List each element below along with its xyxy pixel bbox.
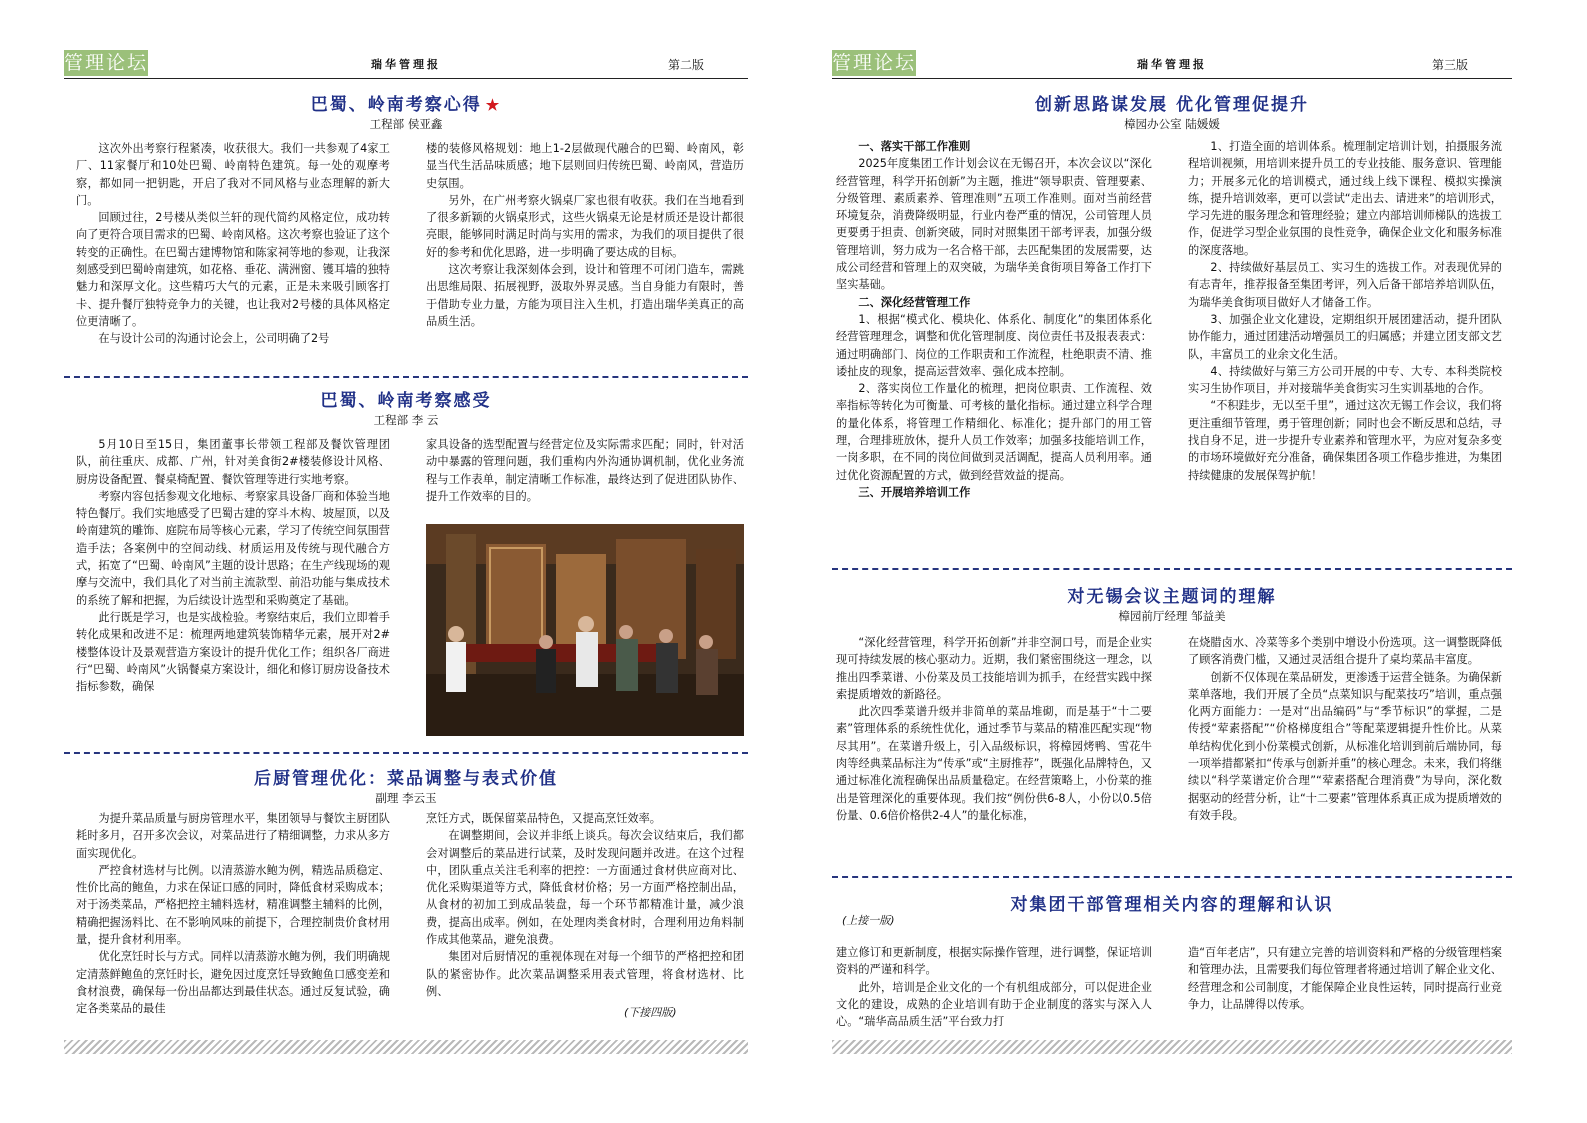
article-author: 工程部 侯亚鑫 <box>369 117 443 131</box>
paragraph: 此次四季菜谱升级并非简单的菜品堆砌，而是基于“十二要素”管理体系的系统性优化，通过季节与菜品的精准匹配实现“物尽其用”。在菜谱升级上，引入品级标识，将樟园烤鸭、雪花牛肉等经典菜品标注为“传承”或“主厨推荐”，既强化品牌特色，又通过标准化流程确保出品质量稳定。在经营策略上，小份菜的推出是管理深化的重要体现。我们按“例份供6-8人，小份以0.5倍份量、0.6倍价格供2-4人”的量化标准， <box>836 705 1152 822</box>
paragraph: 烹饪方式，既保留菜品特色，又提高烹饪效率。 <box>426 812 661 825</box>
paragraph: 优化烹饪时长与方式。同样以清蒸游水鲍为例，我们明确规定清蒸鲜鲍鱼的烹饪时长，避免因过度烹饪导致鲍鱼口感变差和食材浪费，确保每一份出品都达到最佳状态。通过反复试验，确定各类菜品的最佳 <box>76 950 390 1016</box>
article-column <box>1188 944 1502 1036</box>
article-author: 副理 李云玉 <box>375 791 437 805</box>
page-header <box>832 48 1512 79</box>
paragraph: 1、根据“模式化、模块化、体系化、制度化”的集团体系化经营管理理念，调整和优化管理制度、岗位责任书及报表表式：通过明确部门、岗位的工作职责和工作流程，杜绝职责不清、推诿扯皮的现象，提高运营效率、强化成本控制。 <box>836 312 1152 378</box>
continued-note: (下接四版) <box>624 1006 677 1019</box>
section-tag: 管理论坛 <box>64 52 149 74</box>
paragraph: 在与设计公司的沟通讨论会上，公司明确了2号 <box>98 332 330 346</box>
article-author: 樟园办公室 陆媛媛 <box>1124 117 1220 131</box>
article-column <box>836 634 1152 868</box>
paragraph: 2、落实岗位工作量化的梳理，把岗位职责、工作流程、效率指标等转化为可衡量、可考核的量化指标。通过建立科学合理的量化体系，将管理工作精细化、标准化；提升部门的用工管理，合理排班放休，提升人员工作效率；加强多技能培训工作，一岗多职，在不同的岗位间做到灵活调配，提高人员利用率。通过优化资源配置的方式，做到经营效益的提高。 <box>836 382 1152 482</box>
newspaper-name: 瑞华管理报 <box>371 58 441 71</box>
article-column <box>76 810 390 1036</box>
paragraph: 为提升菜品质量与厨房管理水平，集团领导与餐饮主厨团队耗时多月，召开多次会议，对菜品进行了精细调整，力求从多方面实现优化。 <box>76 812 390 860</box>
article-author: 樟园前厅经理 邹益美 <box>1118 609 1226 623</box>
paragraph: 考察内容包括参观文化地标、考察家具设备厂商和体验当地特色餐厅。我们实地感受了巴蜀古建的穿斗木构、坡屋顶，以及岭南建筑的雕饰、庭院布局等核心元素，学习了传统空间氛围营造手法；各案例中的空间动线、材质运用及传统与现代融合方式，拓宽了“巴蜀、岭南风”主题的设计思路；在生产线现场的观摩与交流中，我们具化了对当前主流款型、前沿功能与集成技术的系统了解和把握，为后续设计选型和采购奠定了基础。 <box>76 489 390 607</box>
paragraph: 创新不仅体现在菜品研发，更渗透于运营全链条。为确保新菜单落地，我们开展了全员“点菜知识与配菜技巧”培训，重点强化两方面能力：一是对“出品编码”与“季节标识”的掌握，二是传授“荤素搭配”“价格梯度组合”等配菜逻辑提升性价比。从菜单结构优化到小份菜模式创新，从标准化培训到前后端协同，每一项举措都紧扣“传承与创新并重”的核心理念。未来，我们将继续以“科学菜谱定价合理”“荤素搭配合理消费”为导向，深化数据驱动的经营分析，让“十二要素”管理体系真正成为提质增效的有效手段。 <box>1188 670 1502 822</box>
article-column <box>1188 138 1502 558</box>
star-icon: ★ <box>485 96 502 114</box>
paragraph: “深化经营管理，科学开拓创新”并非空洞口号，而是企业实现可持续发展的核心驱动力。近期，我们紧密围绕这一理念，以推出四季菜谱、小份菜及员工技能培训为抓手，在经营实践中探索提质增效的新路径。 <box>836 636 1152 701</box>
paragraph: 回顾过往，2号楼从类似兰轩的现代简约风格定位，成功转向了更符合项目需求的巴蜀、岭南风格。这次考察也验证了这个转变的正确性。在巴蜀古建博物馆和陈家祠等地的参观，让我深刻感受到巴蜀岭南建筑，如花格、垂花、满洲窗、镬耳墙的独特魅力和深厚文化。这些精巧大气的元素，正是未来吸引顾客打卡、提升餐厅独特竞争力的关键，也让我对2号楼的具体风格定位更清晰了。 <box>76 211 390 328</box>
section-heading: 二、深化经营管理工作 <box>858 295 971 309</box>
article-title: 对无锡会议主题词的理解 <box>1067 587 1277 607</box>
article-title: 对集团干部管理相关内容的理解和认识 <box>1010 895 1334 915</box>
article-author: 工程部 李 云 <box>373 413 439 427</box>
paragraph: 楼的装修风格规划：地上1-2层做现代融合的巴蜀、岭南风，彰显当代生活品味质感；地下层则回归传统巴蜀、岭南风，营造历史氛围。 <box>426 142 744 190</box>
article-column <box>76 140 390 368</box>
edition-number: 第二版 <box>667 58 704 72</box>
section-heading: 三、开展培养培训工作 <box>858 485 971 499</box>
paragraph: 3、加强企业文化建设，定期组织开展团建活动，提升团队协作能力，通过团建活动增强员工的归属感；并建立团支部文艺队，丰富员工的业余文化生活。 <box>1188 312 1502 361</box>
footer-pattern <box>64 1040 748 1054</box>
article-column <box>836 944 1152 1036</box>
paragraph: 这次考察让我深刻体会到，设计和管理不可闭门造车，需跳出思维局限、拓展视野，汲取外界灵感。当自身能力有限时，善于借助专业力量，方能为项目注入生机，打造出瑞华美真正的高品质生活。 <box>426 263 744 328</box>
paragraph: 建立修订和更新制度，根据实际操作管理，进行调整，保证培训资料的严谨和科学。 <box>836 946 1152 977</box>
edition-number: 第三版 <box>1431 58 1468 72</box>
paragraph: 家具设备的选型配置与经营定位及实际需求匹配；同时，针对活动中暴露的管理问题，我们重构内外沟通协调机制，优化业务流程与工作表单，制定清晰工作标准，最终达到了促进团队协作、提升工作效率的目的。 <box>426 438 744 503</box>
article-column <box>426 436 744 516</box>
page-edition-2 <box>64 0 748 1123</box>
article-column <box>426 140 744 368</box>
article-column <box>76 436 390 746</box>
paragraph: 在调整期间，会议并非纸上谈兵。每次会议结束后，我们都会对调整后的菜品进行试菜，及时发现问题并改进。在这个过程中，团队重点关注毛利率的把控：一方面通过食材供应商对比、优化采购渠道等方式，降低食材价格；另一方面严格控制出品，从食材的初加工到成品装盘，每一个环节都精准计量，减少浪费，提高出成率。例如，在处理肉类食材时，合理利用边角料制作成其他菜品，避免浪费。 <box>426 829 744 947</box>
article-column <box>426 810 744 1020</box>
section-divider <box>832 876 1512 878</box>
footer-pattern <box>832 1040 1512 1054</box>
paragraph: 在烧腊卤水、冷菜等多个类别中增设小份选项。这一调整既降低了顾客消费门槛，又通过灵活组合提升了桌均菜品丰富度。 <box>1188 636 1502 667</box>
paragraph: 此行既是学习，也是实战检验。考察结束后，我们立即着手转化成果和改进不足：梳理两地建筑装饰精华元素，展开对2#楼整体设计及景观营造方案设计的提升优化工作；组织各厂商进行“巴蜀、岭南风”火锅餐桌方案设计，细化和修订厨房设备技术指标参数，确保 <box>76 610 390 694</box>
paragraph: 另外，在广州考察火锅桌厂家也很有收获。我们在当地看到了很多新颖的火锅桌形式，这些火锅桌无论是材质还是设计都很亮眼，能够同时满足时尚与实用的需求，为我们的项目提供了很好的参考和优化思路，进一步明确了要达成的目标。 <box>426 193 744 259</box>
section-divider <box>64 376 748 378</box>
article-title: 巴蜀、岭南考察心得 ★ <box>310 95 502 115</box>
page-header <box>64 48 748 79</box>
paragraph: 2、持续做好基层员工、实习生的选拔工作。对表现优异的有志青年，推荐报备至集团考评，列入后备干部培养培训队伍，为瑞华美食街项目做好人才储备工作。 <box>1188 261 1502 309</box>
paragraph: “不积跬步，无以至千里”，通过这次无锡工作会议，我们将更注重细节管理，勇于管理创新；同时也会不断反思和总结，寻找自身不足，进一步提升专业素养和管理水平，为应对复杂多变的市场环境做好充分准备，确保集团各项工作稳步推进，为集团持续健康的发展保驾护航！ <box>1188 399 1502 482</box>
section-tag: 管理论坛 <box>832 52 917 74</box>
paragraph: 4、持续做好与第三方公司开展的中专、大专、本科类院校实习生协作项目，并对接瑞华美食街实习生实训基地的合作。 <box>1188 364 1502 396</box>
paragraph: 5月10日至15日，集团董事长带领工程部及餐饮管理团队，前往重庆、成都、广州，针对美食街2#楼装修设计风格、厨房设备配置、餐桌椅配置、餐饮管理等进行实地考察。 <box>76 438 390 486</box>
article-column <box>1188 634 1502 868</box>
article-title: 巴蜀、岭南考察感受 <box>320 391 492 411</box>
section-divider <box>832 568 1512 570</box>
photo-visitors-in-exhibition-hall <box>426 524 744 736</box>
paragraph: 1、打造全面的培训体系。梳理制定培训计划，拍摄服务流程培训视频，用培训来提升员工的专业技能、服务意识、管理能力；开展多元化的培训模式，通过线上线下课程、模拟实操演练，提升培训效率，更可以尝试“走出去、请进来”的培训形式，学习先进的服务理念和管理经验；建立内部培训师梯队的选拔工作，促进学习型企业氛围的良性竞争，确保企业文化和服务标准的深度落地。 <box>1188 140 1502 257</box>
article-title: 后厨管理优化：菜品调整与表式价值 <box>254 769 558 789</box>
newspaper-name: 瑞华管理报 <box>1137 58 1207 71</box>
section-heading: 一、落实干部工作准则 <box>858 140 971 153</box>
continued-note: (上接一版) <box>842 914 895 927</box>
paragraph: 集团对后厨情况的重视体现在对每一个细节的严格把控和团队的紧密协作。此次菜品调整采用表式管理，将食材选材、比例、 <box>426 950 744 998</box>
paragraph: 此外，培训是企业文化的一个有机组成部分，可以促进企业文化的建设，成熟的企业培训有助于企业制度的落实与深入人心。“瑞华高品质生活”平台致力打 <box>836 980 1152 1029</box>
paragraph: 严控食材选材与比例。以清蒸游水鲍为例，精选品质稳定、性价比高的鲍鱼，力求在保证口感的同时，降低食材采购成本；对于汤类菜品，严格把控主辅料选材，精准调整主辅料的比例，精确把握汤料比、在不影响风味的前提下，合理控制贵价食材用量，提升食材利用率。 <box>76 863 390 947</box>
paragraph: 2025年度集团工作计划会议在无锡召开，本次会议以“深化经营管理，科学开拓创新”为主题，推进“领导职责、管理要素、分级管理、素质素养、管理准则”五项工作准则。面对当前经营环境复杂，消费降级明显，行业内卷严重的情况，公司管理人员更要勇于担责、创新突破，同时对照集团干部考评表，加强分级管理培训，努力成为一名合格干部，去匹配集团的发展需要，达成公司经营和管理上的双突破，为瑞华美食街项目筹备工作打下坚实基础。 <box>836 157 1152 292</box>
section-divider <box>64 752 748 754</box>
article-column <box>836 138 1152 558</box>
page-edition-3 <box>832 0 1512 1123</box>
article-title: 创新思路谋发展 优化管理促提升 <box>1035 95 1309 115</box>
paragraph: 造“百年老店”，只有建立完善的培训资料和严格的分级管理档案和管理办法，且需要我们每位管理者将通过培训了解企业文化、经营理念和公司制度，才能保障企业良性运转，同时提高行业竞争力，让品牌得以传承。 <box>1188 946 1502 1011</box>
paragraph: 这次外出考察行程紧凑，收获很大。我们一共参观了4家工厂、11家餐厅和10处巴蜀、岭南特色建筑。每一处的观摩考察，都如同一把钥匙，开启了我对不同风格与业态理解的新大门。 <box>76 142 390 207</box>
